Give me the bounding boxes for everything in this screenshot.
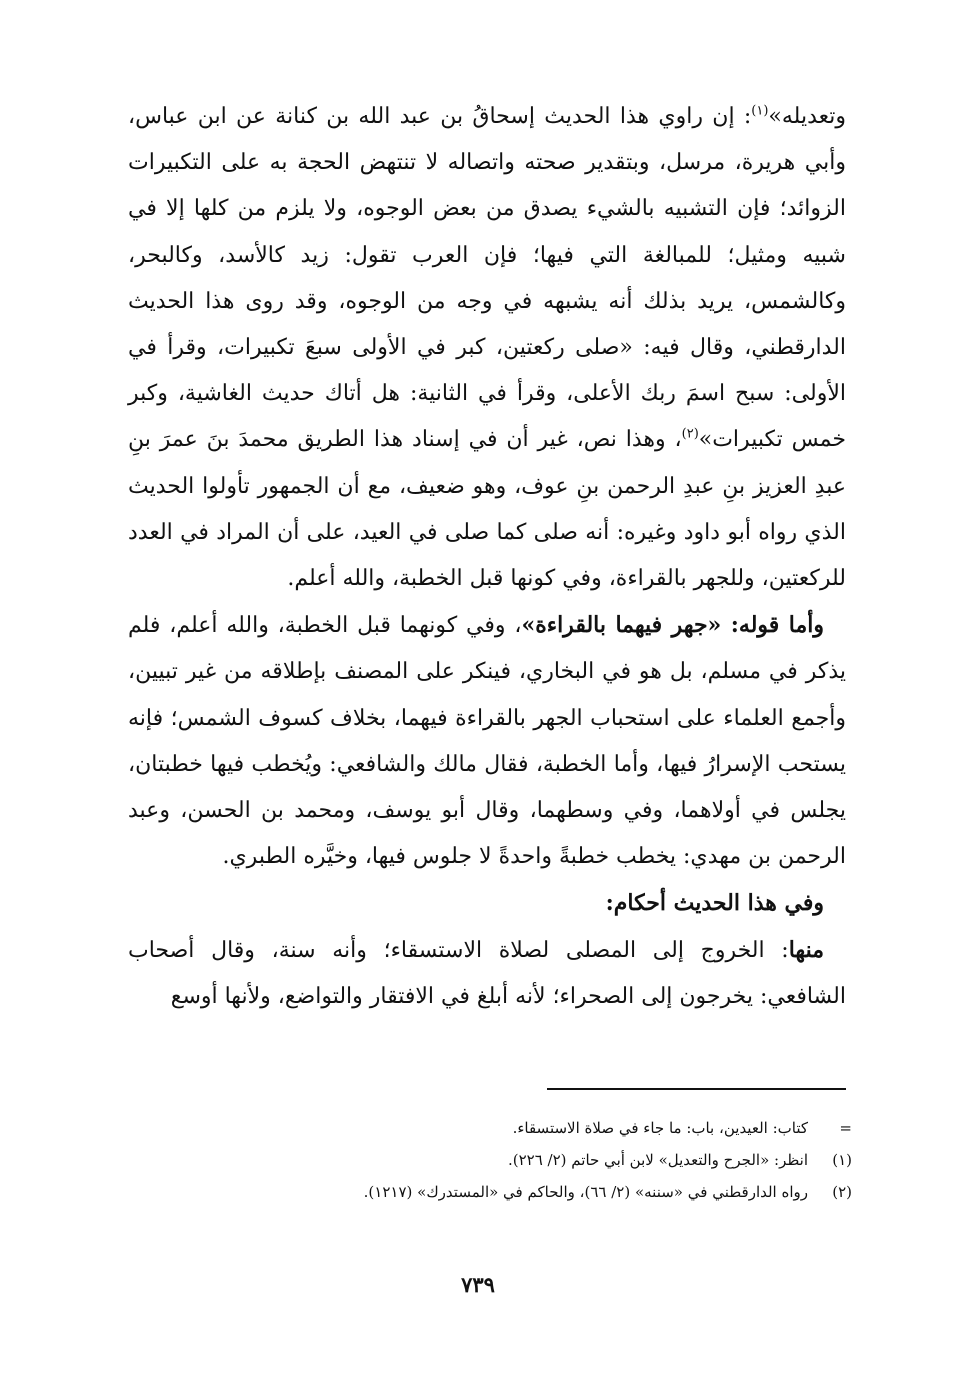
paragraph-2-rest: ، وفي كونهما قبل الخطبة، والله أعلم، فلم يذكر في مسلم، بل هو في البخاري، فينكر على المصنف بإطلاقه من غير تبيين، وأجمع العلماء على استحباب الجهر بالقراءة فيهما، بخلاف كسوف الشمس؛ فإنه يستحب الإسرارُ فيها، وأما الخطبة، فقال مالك والشافعي: ويُخطب فيها خطبتان، يجلس في أولاهما، وفي وسطهما، وقال أبو يوسف، ومحمد بن الحسن، وعبد الرحمن بن مهدي: يخطب خطبةً واحدةً لا جلوس فيها، وخيَّره الطبري. [128,613,846,870]
page-number: ٧٣٩ [461,1272,495,1297]
footnote-mark: = [839,1119,852,1137]
paragraph-3-rest: : الخروج إلى المصلى لصلاة الاستسقاء؛ وأنه سنة، وقال أصحاب الشافعي: يخرجون إلى الصحراء؛ لأنه أبلغ في الافتقار والتواضع، ولأنها أوسع [128,937,846,1009]
paragraph-1-part-2: : إن راوي هذا الحديث إسحاقُ بن عبد الله بن كنانة عن ابن عباس، وأبي هريرة، مرسل، وبتقدير صحته واتصاله لا تنتهض الحجة به على التكبيرات الزوائد؛ فإن التشبيه بالشيء يصدق من بعض الوجوه، ولا يلزم من كلها إلا في شبيه ومثيل؛ للمبالغة التي فيها؛ فإن العرب تقول: زيد كالأسد، وكالبحر، وكالشمس، يريد بذلك أنه يشبهه في وجه من الوجوه، وقد روى هذا الحديث الدارقطني، وقال فيه: «صلى ركعتين، كبر في الأولى سبعَ تكبيرات، وقرأ في الأولى: سبح اسمَ ربك الأعلى، وقرأ في الثانية: هل أتاك حديث الغاشية، وكبر خمس تكبيرات» [128,104,846,453]
paragraph-1-part-3: ، وهذا نص، غير أن في إسناد هذا الطريق محمدَ بنَ عمرَ بنِ عبدِ العزيز بنِ عبدِ الرحمن بنِ عوف، وهو ضعيف، مع أن الجمهور تأولوا الحديث الذي رواه أبو داود وغيره: أنه صلى كما صلى في العيد، على أن المراد في العدد للركعتين، وللجهر بالقراءة، وفي كونها قبل الخطبة، والله أعلم. [128,427,846,592]
footnote-ref-2: (٢) [681,427,699,443]
paragraph-1-part-1: وتعديله» [768,104,846,129]
footnote-mark: (١) [832,1151,852,1169]
footnote-text: رواه الدارقطني في «سننه» (٢/ ٦٦)، والحاكم في «المستدرك» (١٢١٧). [363,1183,808,1201]
footnote-separator [547,1088,846,1090]
footnote-text: انظر: «الجرح والتعديل» لابن أبي حاتم (٢/ ٢٢٦). [507,1151,808,1169]
paragraph-1 [128,94,846,602]
footnotes [150,1112,852,1208]
paragraph-2-lead: وأما قوله: «جهر فيهما بالقراءة» [521,612,824,639]
paragraph-3-lead: منها [788,936,824,963]
footnote-text: كتاب: العيدين، باب: ما جاء في صلاة الاستسقاء. [512,1119,808,1137]
paragraph-3 [128,927,846,1020]
footnote-2 [150,1176,852,1208]
paragraph-2 [128,602,846,880]
footnote-ref-1: (١) [751,103,769,119]
footnote-continuation [150,1112,852,1144]
section-heading: وفي هذا الحديث أحكام: [605,890,824,917]
main-text [128,94,846,1020]
footnote-mark: (٢) [832,1183,852,1201]
footnote-1 [150,1144,852,1176]
